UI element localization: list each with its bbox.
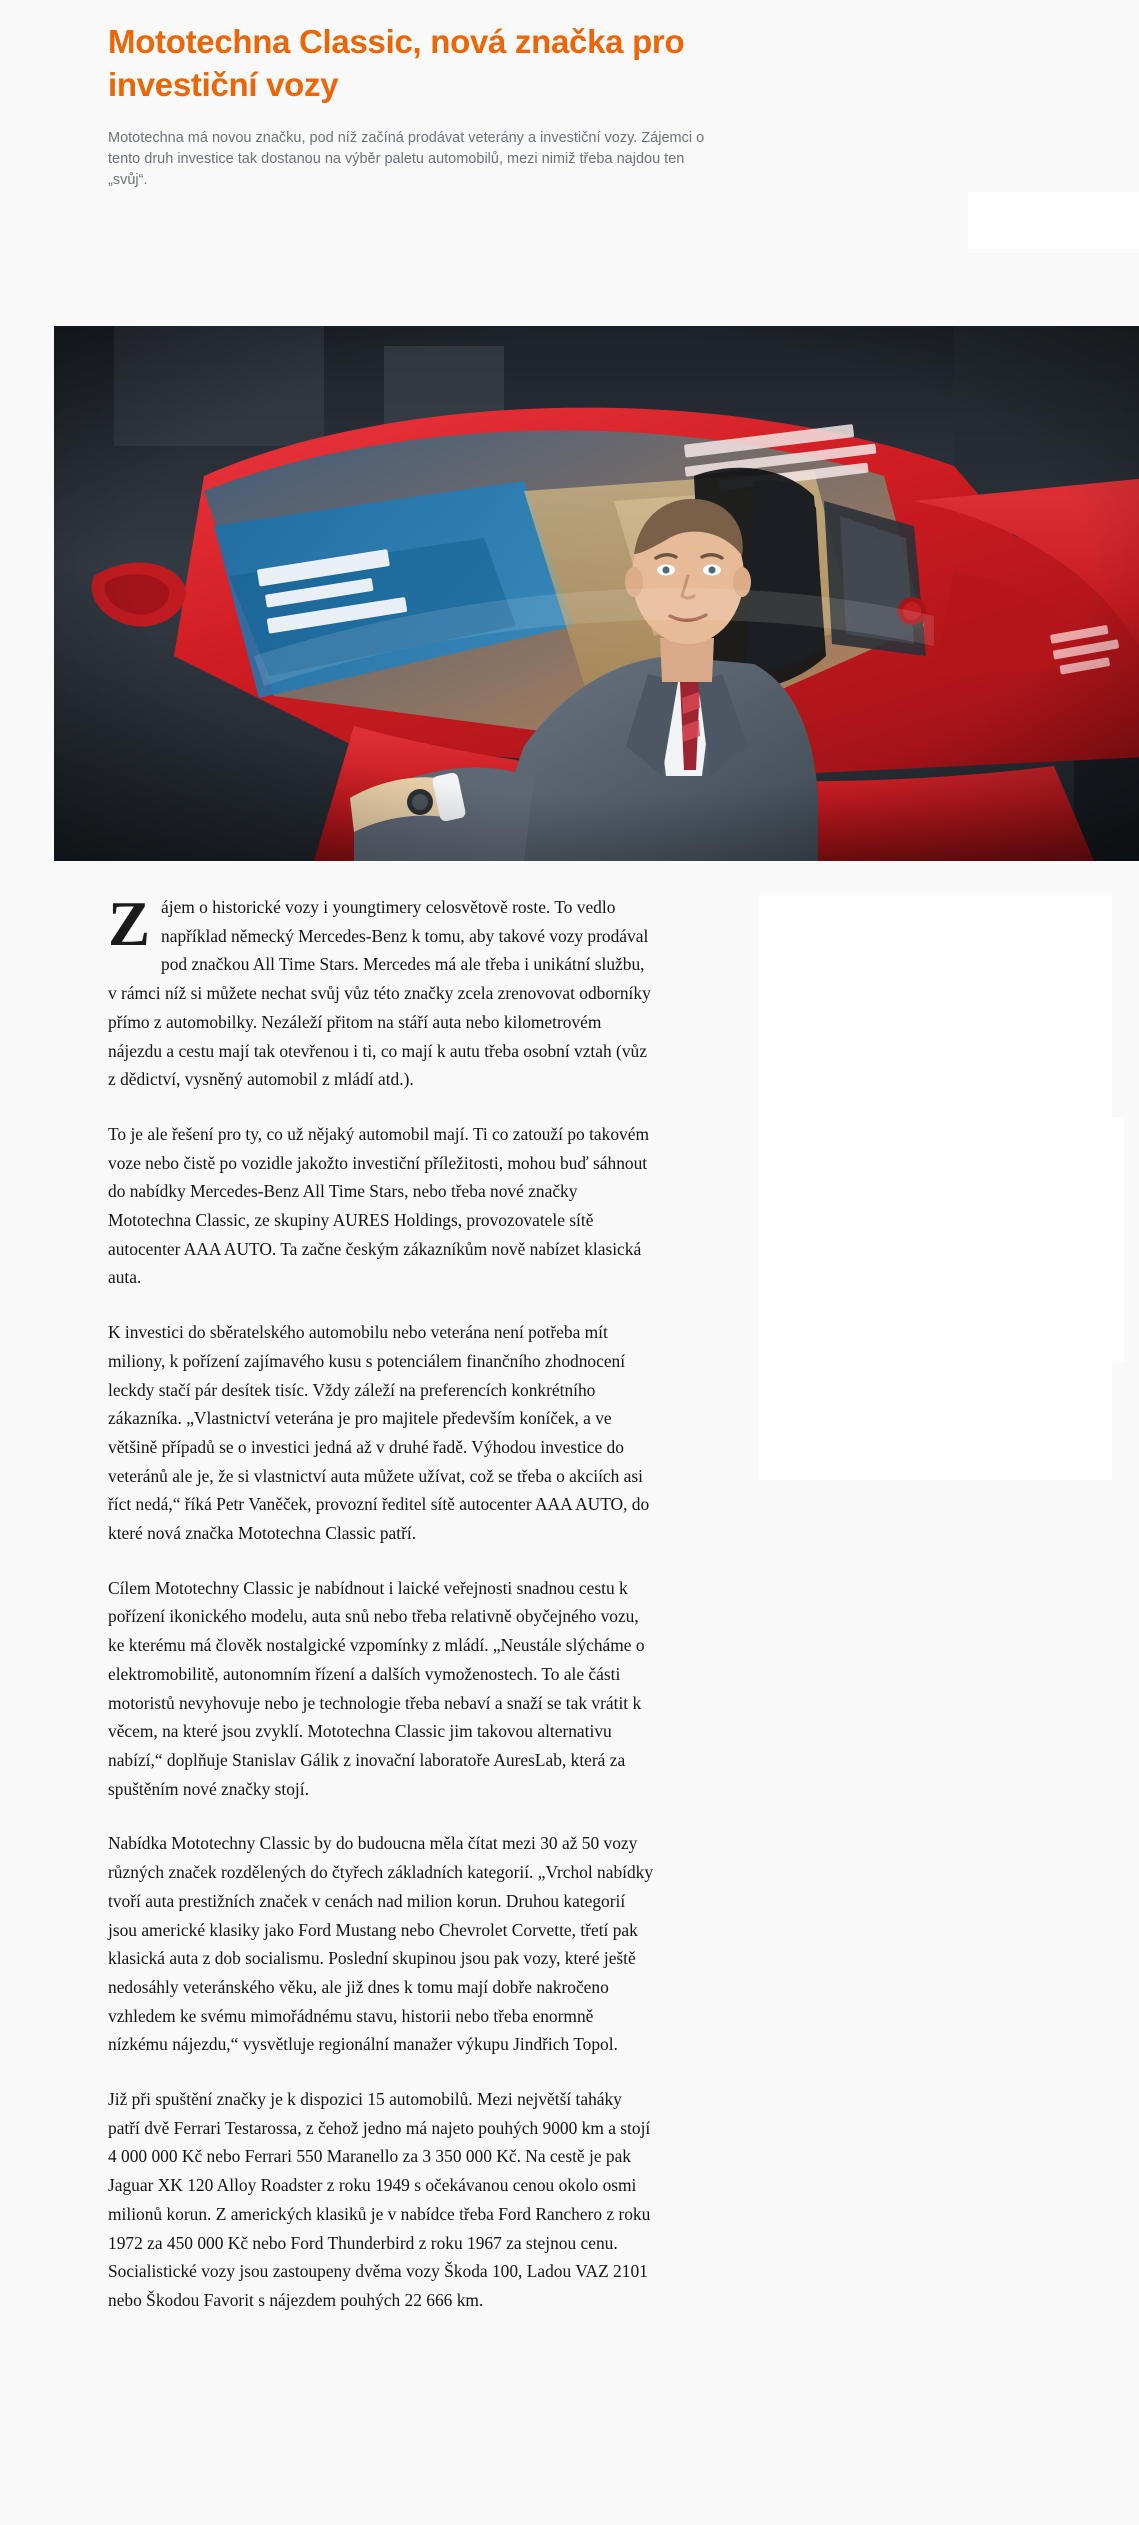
article-header xyxy=(0,0,1139,191)
article-paragraph-1 xyxy=(108,889,654,1094)
hero-image-illustration xyxy=(54,326,1139,861)
hero-image xyxy=(54,326,1139,861)
article-paragraph-6: Již při spuštění značky je k dispozici 15 automobilů. Mezi největší taháky patří dvě Ferrari Testarossa, z čehož jedno má najeto pouhých 9000 km a stojí 4 000 000 Kč nebo Ferrari 550 Maranello za 3 350 000 Kč. Na cestě je pak Jaguar XK 120 Alloy Roadster z roku 1949 s očekávanou cenou okolo osmi milionů korun. Z amerických klasiků je v nabídce třeba Ford Ranchero z roku 1972 za 450 000 Kč nebo Ford Thunderbird z roku 1967 za stejnou cenu. Socialistické vozy jsou zastoupeny dvěma vozy Škoda 100, Ladou VAZ 2101 nebo Škodou Favorit s nájezdem pouhých 22 666 km. xyxy=(108,2089,651,2310)
ad-slot-sidebar-2[interactable] xyxy=(759,1117,1124,1362)
page-title: Mototechna Classic, nová značka pro investiční vozy xyxy=(108,23,685,103)
drop-cap: Z xyxy=(108,889,151,959)
ad-slot-sidebar-3[interactable] xyxy=(759,1360,1112,1480)
ad-slot-top-right[interactable] xyxy=(968,192,1139,249)
article-perex: Mototechna má novou značku, pod níž začíná prodávat veterány a investiční vozy. Zájemci o tento druh investice tak dostanou na výběr paletu automobilů, mezi nimiž třeba najdou ten „svůj“. xyxy=(108,130,705,188)
article-paragraph-1-text: ájem o historické vozy i youngtimery celosvětově roste. To vedlo například německý Mercedes-Benz k tomu, aby takové vozy prodával pod značkou All Time Stars. Mercedes má ale třeba i unikátní službu, v rámci níž si můžete nechat svůj vůz této značky zcela zrenovovat odborníky přímo z automobilky. Nezáleží přitom na stáří auta nebo kilometrovém nájezdu a cestu mají tak otevřenou i ti, co mají k autu třeba osobní vztah (vůz z dědictví, vysněný automobil z mládí atd.). xyxy=(108,897,651,1090)
article-body xyxy=(108,889,654,2315)
article-paragraph-5: Nabídka Mototechny Classic by do budoucna měla čítat mezi 30 až 50 vozy různých značek rozdělených do čtyřech základních kategorií. „Vrchol nabídky tvoří auta prestižních značek v cenách nad milion korun. Druhou kategorií jsou americké klasiky jako Ford Mustang nebo Chevrolet Corvette, třetí pak klasická auta z dob socialismu. Poslední skupinou jsou pak vozy, které ještě nedosáhly veteránského věku, ale již dnes k tomu mají dobře nakročeno vzhledem ke svému mimořádnému stavu, historii nebo třeba enormně nízkému nájezdu,“ vysvětluje regionální manažer výkupu Jindřich Topol. xyxy=(108,1833,654,2055)
article-paragraph-2: To je ale řešení pro ty, co už nějaký automobil mají. Ti co zatouží po takovém voze nebo čistě po vozidle jakožto investiční příležitosti, mohou buď sáhnout do nabídky Mercedes-Benz All Time Stars, nebo třeba nové značky Mototechna Classic, ze skupiny AURES Holdings, provozovatele sítě autocenter AAA AUTO. Ta začne českým zákazníkům nově nabízet klasická auta. xyxy=(108,1123,649,1288)
article-paragraph-4: Cílem Mototechny Classic je nabídnout i laické veřejnosti snadnou cestu k pořízení ikonického modelu, auta snů nebo třeba relativně obyčejného vozu, ke kterému má člověk nostalgické vzpomínky z mládí. „Neustále slýcháme o elektromobilitě, autonomním řízení a dalších vymoženostech. To ale části motoristů nevyhovuje nebo je technologie třeba nebaví a snaží se tak vrátit k věcem, na které jsou zvyklí. Mototechna Classic jim takovou alternativu nabízí,“ doplňuje Stanislav Gálik z inovační laboratoře AuresLab, která za spuštěním nové značky stojí. xyxy=(108,1577,645,1799)
article-paragraph-3: K investici do sběratelského automobilu nebo veterána není potřeba mít miliony, k pořízení zajímavého kusu s potenciálem finančního zhodnocení leckdy stačí pár desítek tisíc. Vždy záleží na preferencích konkrétního zákazníka. „Vlastnictví veterána je pro majitele především koníček, a ve většině případů se o investici jedná až v druhé řadě. Výhodou investice do veteránů ale je, že si vlastnictví auta můžete užívat, což se třeba o akciích asi říct nedá,“ říká Petr Vaněček, provozní ředitel sítě autocenter AAA AUTO, do které nová značka Mototechna Classic patří. xyxy=(108,1322,650,1544)
